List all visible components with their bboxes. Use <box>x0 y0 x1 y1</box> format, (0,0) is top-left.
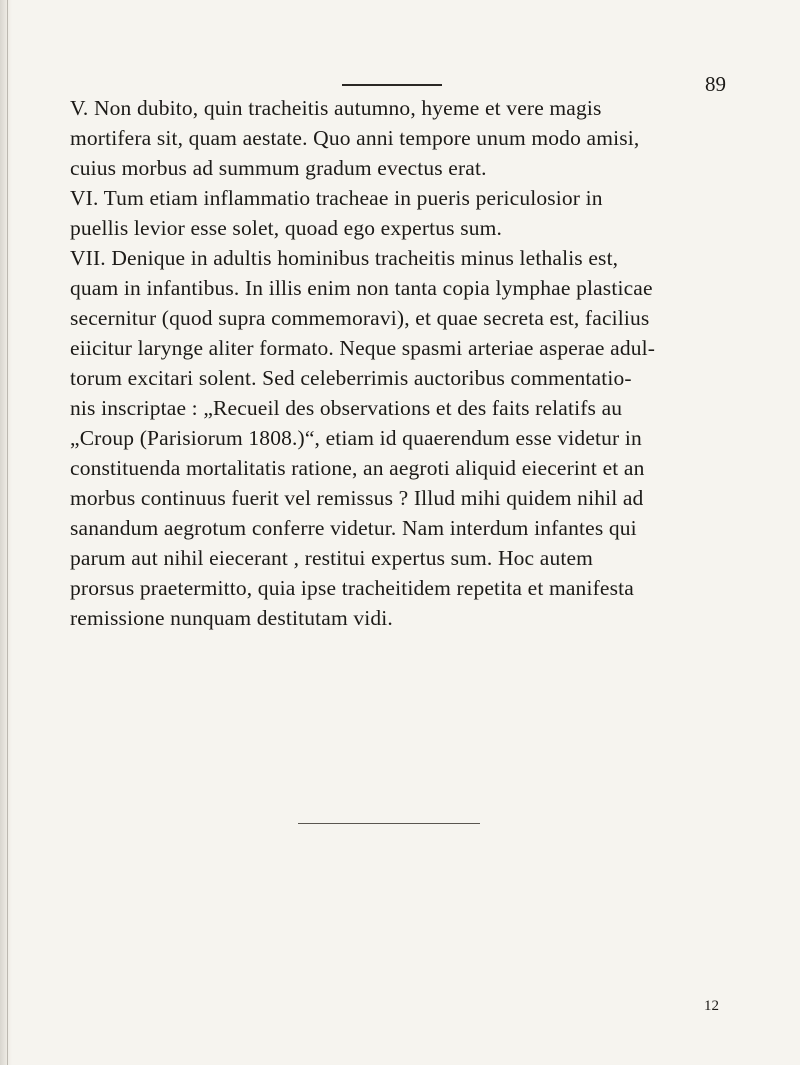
text-line: constituenda mortalitatis ratione, an aegroti aliquid eiecerint et an <box>70 456 645 480</box>
text-line: secernitur (quod supra commemoravi), et quae secreta est, facilius <box>70 306 650 330</box>
text-line: mortifera sit, quam aestate. Quo anni tempore unum modo amisi, <box>70 126 640 150</box>
header-rule <box>342 84 442 86</box>
text-line: torum excitari solent. Sed celeberrimis auctoribus commentatio- <box>70 366 632 390</box>
text-line: VII. Denique in adultis hominibus tracheitis minus lethalis est, <box>70 246 619 270</box>
page-left-edge <box>0 0 12 1065</box>
text-line: V. Non dubito, quin tracheitis autumno, hyeme et vere magis <box>70 96 602 120</box>
text-line: VI. Tum etiam inflammatio tracheae in pueris periculosior in <box>70 186 603 210</box>
text-line: remissione nunquam destitutam vidi. <box>70 606 393 630</box>
text-line: nis inscriptae : „Recueil des observations et des faits relatifs au <box>70 396 623 420</box>
text-line: quam in infantibus. In illis enim non tanta copia lymphae plasticae <box>70 276 653 300</box>
text-line: morbus continuus fuerit vel remissus ? Illud mihi quidem nihil ad <box>70 486 644 510</box>
binding-line <box>7 0 8 1065</box>
text-line: cuius morbus ad summum gradum evectus erat. <box>70 156 487 180</box>
text-line: puellis levior esse solet, quoad ego expertus sum. <box>70 216 503 240</box>
text-line: parum aut nihil eiecerant , restitui expertus sum. Hoc autem <box>70 546 594 570</box>
text-line: eiicitur larynge aliter formato. Neque spasmi arteriae asperae adul- <box>70 336 656 360</box>
text-line: „Croup (Parisiorum 1808.)“, etiam id quaerendum esse videtur in <box>70 426 642 450</box>
text-line: prorsus praetermitto, quia ipse tracheitidem repetita et manifesta <box>70 576 634 600</box>
page-number: 89 <box>705 72 726 96</box>
text-line: sanandum aegrotum conferre videtur. Nam interdum infantes qui <box>70 516 637 540</box>
section-rule <box>298 823 480 824</box>
signature-mark: 12 <box>704 998 719 1014</box>
